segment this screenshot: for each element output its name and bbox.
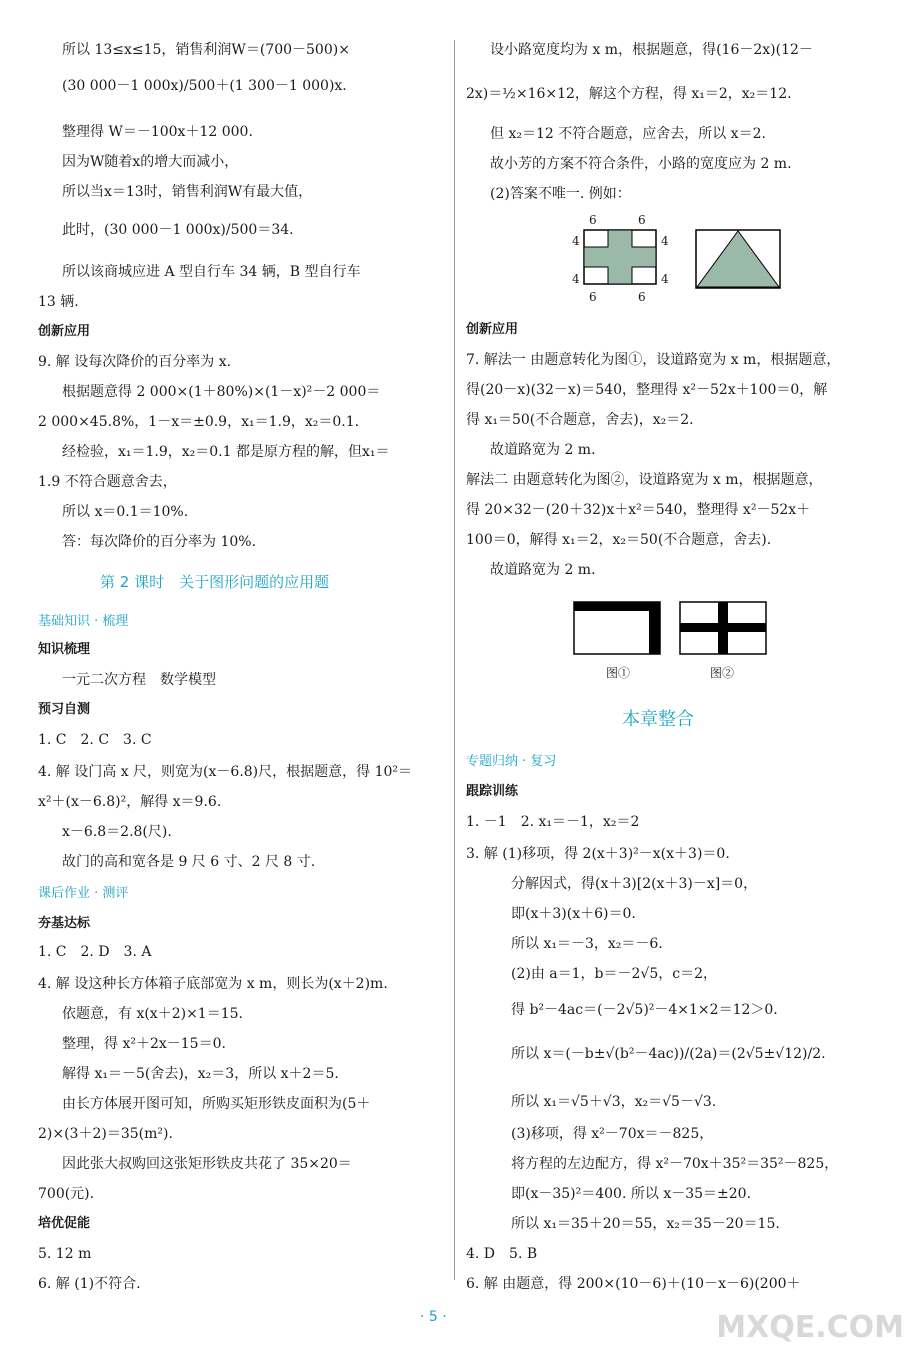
text-line: 因为W随着x的增大而减小， <box>62 154 239 170</box>
problem-line: 9. 解 设每次降价的百分率为 x. <box>38 354 232 370</box>
text-line: 即(x＋3)(x＋6)＝0. <box>511 906 636 922</box>
section-heading: 专题归纳 · 复习 <box>466 754 557 769</box>
dimension-label: 4 <box>572 234 580 248</box>
text-line: (2)答案不唯一. 例如： <box>490 186 631 202</box>
text-line: 经检验，x₁＝1.9，x₂＝0.1 都是原方程的解，但x₁＝ <box>62 444 390 460</box>
triangle-diagram <box>694 228 782 290</box>
dimension-label: 6 <box>589 213 597 227</box>
text-line: 故道路宽为 2 m. <box>490 442 596 458</box>
text-line: 2)×(3＋2)＝35(m²). <box>38 1126 173 1142</box>
text-line: 答：每次降价的百分率为 10%. <box>62 534 257 550</box>
text-line: 故道路宽为 2 m. <box>490 562 596 578</box>
text-line: 1.9 不符合题意舍去， <box>38 474 177 490</box>
subsection-heading: 培优促能 <box>38 1216 91 1231</box>
text-line: 所以当x＝13时，销售利润W有最大值， <box>62 184 313 200</box>
dimension-label: 4 <box>661 272 669 286</box>
text-line: 即(x－35)²＝400. 所以 x－35＝±20. <box>511 1186 752 1202</box>
text-line: 整理，得 x²＋2x－15＝0. <box>62 1036 226 1052</box>
text-line: 解法二 由题意转化为图②，设道路宽为 x m，根据题意， <box>466 472 823 488</box>
text-line: 所以 x₁＝√5＋√3，x₂＝√5－√3. <box>511 1094 717 1110</box>
subsection-heading: 夯基达标 <box>38 916 91 931</box>
problem-line: 4. 解 设门高 x 尺，则宽为(x－6.8)尺，根据题意，得 10²＝ <box>38 764 413 780</box>
text-line: 一元二次方程 数学模型 <box>62 672 216 688</box>
column-divider <box>454 40 455 1280</box>
answer-line: 1. C 2. D 3. A <box>38 944 152 960</box>
text-line: 得 20×32－(20＋32)x＋x²＝540，整理得 x²－52x＋ <box>466 502 811 518</box>
problem-line: 6. 解 (1)不符合. <box>38 1276 141 1292</box>
section-heading: 创新应用 <box>466 322 519 337</box>
text-line: 13 辆. <box>38 294 79 310</box>
problem-line: 7. 解法一 由题意转化为图①，设道路宽为 x m，根据题意， <box>466 352 841 368</box>
text-line: 所以 13≤x≤15，销售利润W＝(700－500)× <box>62 42 350 58</box>
text-line: 但 x₂＝12 不符合题意，应舍去，所以 x＝2. <box>490 126 766 142</box>
text-line: 解得 x₁＝－5(舍去)，x₂＝3，所以 x＋2＝5. <box>62 1066 339 1082</box>
text-line: x－6.8＝2.8(尺). <box>62 824 172 840</box>
text-line: (2)由 a＝1，b＝－2√5，c＝2， <box>511 966 717 982</box>
text-line: 所以 x＝(－b±√(b²－4ac))/(2a)＝(2√5±√12)/2. <box>511 1046 826 1062</box>
answer-line: 4. D 5. B <box>466 1246 538 1262</box>
cross-path-diagram <box>566 212 676 292</box>
text-line: 因此张大叔购回这张矩形铁皮共花了 35×20＝ <box>62 1156 352 1172</box>
text-line: 2 000×45.8%，1－x＝±0.9，x₁＝1.9，x₂＝0.1. <box>38 414 360 430</box>
figure-caption: 图② <box>710 666 735 680</box>
problem-line: 3. 解 (1)移项，得 2(x＋3)²－x(x＋3)＝0. <box>466 846 730 862</box>
problem-line: 4. 解 设这种长方体箱子底部宽为 x m，则长为(x＋2)m. <box>38 976 388 992</box>
answer-line: 1. C 2. C 3. C <box>38 732 152 748</box>
section-heading: 课后作业 · 测评 <box>38 886 129 901</box>
dimension-label: 6 <box>638 213 646 227</box>
road-diagram-2 <box>678 600 768 656</box>
text-line: 得 b²－4ac＝(－2√5)²－4×1×2＝12＞0. <box>511 1002 778 1018</box>
text-line: (30 000－1 000x)/500＋(1 300－1 000)x. <box>62 78 347 94</box>
page-number: · 5 · <box>420 1309 447 1325</box>
text-line: 由长方体展开图可知，所购买矩形铁皮面积为(5＋ <box>62 1096 371 1112</box>
text-line: 依题意，有 x(x＋2)×1＝15. <box>62 1006 243 1022</box>
problem-line: 6. 解 由题意，得 200×(10－6)＋(10－x－6)(200＋ <box>466 1276 801 1292</box>
section-heading: 基础知识 · 梳理 <box>38 614 129 629</box>
text-line: 此时，(30 000－1 000x)/500＝34. <box>62 222 294 238</box>
text-line: 根据题意得 2 000×(1＋80%)×(1－x)²－2 000＝ <box>62 384 381 400</box>
text-line: 分解因式，得(x＋3)[2(x＋3)－x]＝0， <box>511 876 758 892</box>
figure-caption: 图① <box>606 666 631 680</box>
text-line: 100＝0，解得 x₁＝2，x₂＝50(不合题意，舍去). <box>466 532 772 548</box>
text-line: 得(20－x)(32－x)＝540，整理得 x²－52x＋100＝0，解 <box>466 382 828 398</box>
answer-line: 5. 12 m <box>38 1246 92 1262</box>
subsection-heading: 知识梳理 <box>38 642 91 657</box>
text-line: 所以 x₁＝－3，x₂＝－6. <box>511 936 663 952</box>
lesson-title: 第 2 课时 关于图形问题的应用题 <box>100 573 330 591</box>
text-line: x²＋(x－6.8)²，解得 x＝9.6. <box>38 794 222 810</box>
section-heading: 创新应用 <box>38 324 91 339</box>
text-line: 2x)＝½×16×12，解这个方程，得 x₁＝2，x₂＝12. <box>466 86 792 102</box>
subsection-heading: 跟踪训练 <box>466 784 519 799</box>
watermark: MXQE.COM <box>716 1310 904 1345</box>
text-line: 故小芳的方案不符合条件，小路的宽度应为 2 m. <box>490 156 792 172</box>
text-line: 700(元). <box>38 1186 95 1202</box>
dimension-label: 4 <box>572 272 580 286</box>
text-line: 将方程的左边配方，得 x²－70x＋35²＝35²－825， <box>511 1156 839 1172</box>
answer-line: 1. －1 2. x₁＝－1，x₂＝2 <box>466 814 640 830</box>
text-line: 所以 x＝0.1＝10%. <box>62 504 189 520</box>
text-line: (3)移项，得 x²－70x＝－825， <box>511 1126 714 1142</box>
text-line: 所以该商城应进 A 型自行车 34 辆，B 型自行车 <box>62 264 361 280</box>
text-line: 所以 x₁＝35＋20＝55，x₂＝35－20＝15. <box>511 1216 780 1232</box>
text-line: 得 x₁＝50(不合题意，舍去)，x₂＝2. <box>466 412 694 428</box>
text-line: 整理得 W＝－100x＋12 000. <box>62 124 253 140</box>
dimension-label: 6 <box>638 290 646 304</box>
subsection-heading: 预习自测 <box>38 702 91 717</box>
text-line: 设小路宽度均为 x m，根据题意，得(16－2x)(12－ <box>490 42 813 58</box>
dimension-label: 4 <box>661 234 669 248</box>
road-diagram-1 <box>572 600 662 656</box>
text-line: 故门的高和宽各是 9 尺 6 寸、2 尺 8 寸. <box>62 854 316 870</box>
dimension-label: 6 <box>589 290 597 304</box>
chapter-title: 本章整合 <box>622 709 694 730</box>
